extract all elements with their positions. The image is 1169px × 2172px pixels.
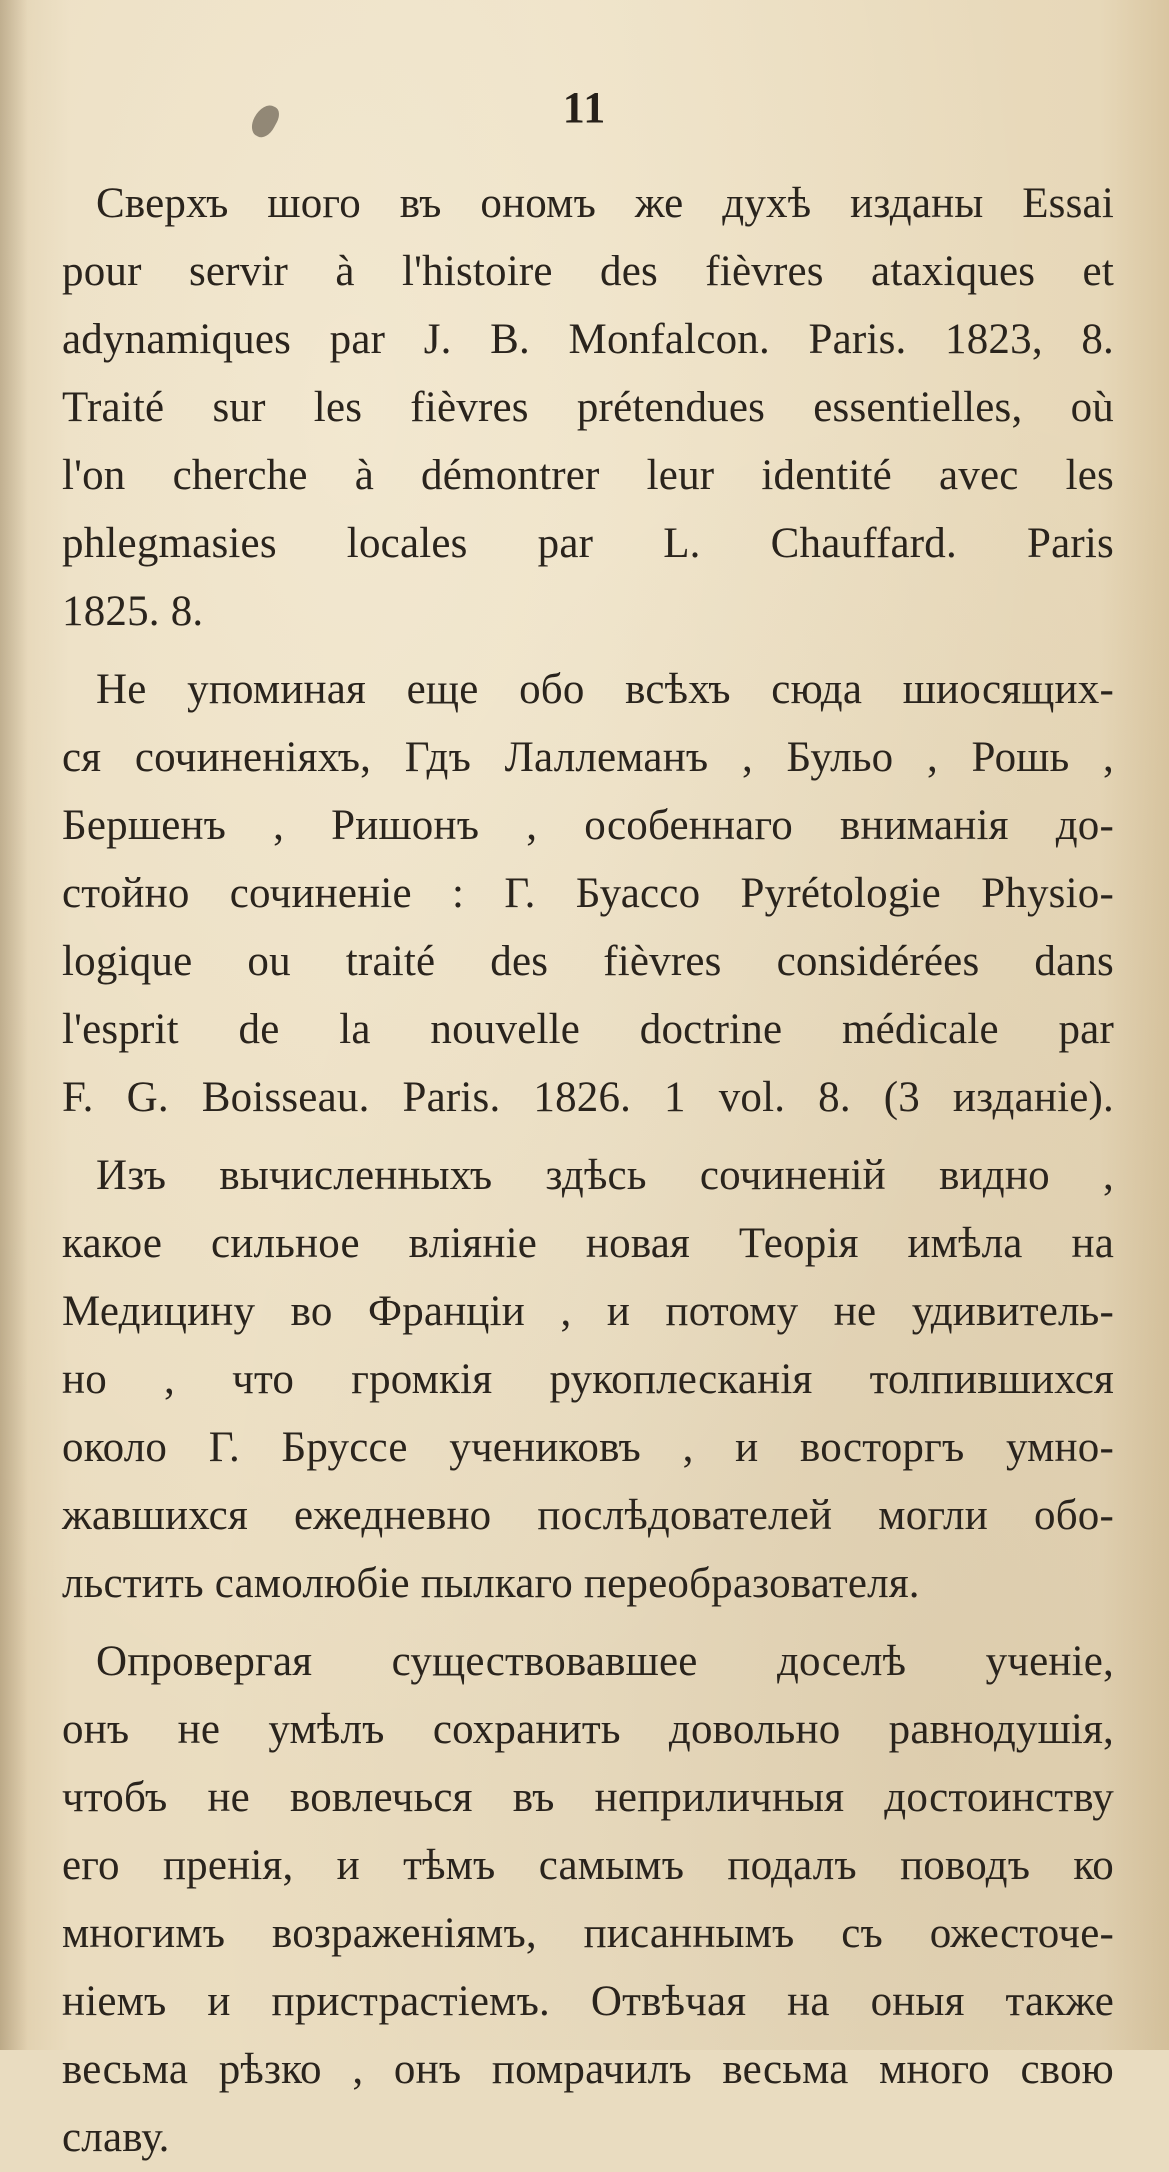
- text-line: phlegmasies locales par L. Chauffard. Paris: [62, 520, 1114, 567]
- text-line: весьма рѣзко , онъ помрачилъ весьма много свою: [62, 2046, 1114, 2093]
- text-line: adynamiques par J. B. Monfalcon. Paris. 1823, 8.: [62, 316, 1114, 363]
- text-line: Traité sur les fièvres prétendues essentielles, où: [62, 384, 1114, 431]
- paragraph-3: [62, 1142, 1114, 1618]
- text-line: нieмъ и пристрастieмъ. Отвѣчая на оныя также: [62, 1978, 1114, 2025]
- text-line: какое сильное влiянie новая Теорiя имѣла на: [62, 1220, 1114, 1267]
- text-line: льстить самолюбie пылкаго переобразователя.: [62, 1560, 920, 1607]
- paragraph-2: [62, 656, 1114, 1132]
- text-line: жавшихся ежедневно послѣдователей могли обо-: [62, 1492, 1114, 1539]
- text-line: многимъ возраженiямъ, писаннымъ съ ожесточе-: [62, 1910, 1114, 1957]
- text-line: 1825. 8.: [62, 588, 204, 635]
- text-line: стойно сочиненie : Г. Буассо Pyrétologie Physio-: [62, 870, 1114, 917]
- text-line: ся сочиненiяхъ, Гдъ Лаллеманъ , Бульо , Рошь ,: [62, 734, 1114, 781]
- text-line: Медицину во Францiи , и потому не удивитель-: [62, 1288, 1114, 1335]
- text-line: F. G. Boisseau. Paris. 1826. 1 vol. 8. (3 изданie).: [62, 1074, 1114, 1121]
- text-line: онъ не умѣлъ сохранить довольно равнодушiя,: [62, 1706, 1114, 1753]
- text-line: Опровергая существовавшее доселѣ ученie,: [96, 1638, 1114, 1685]
- text-line: его пренiя, и тѣмъ самымъ подалъ поводъ ко: [62, 1842, 1114, 1889]
- text-line: чтобъ не вовлечься въ неприличныя достоинству: [62, 1774, 1114, 1821]
- text-line: Не упоминая еще обо всѣхъ сюда шиосящих-: [96, 666, 1114, 713]
- paragraph-1: [62, 170, 1114, 646]
- text-line: logique ou traité des fièvres considérées dans: [62, 938, 1114, 985]
- page-number: 11: [562, 83, 607, 132]
- text-line: l'on cherche à démontrer leur identité avec les: [62, 452, 1114, 499]
- text-line: Изъ вычисленныхъ здѣсь сочиненiй видно ,: [96, 1152, 1114, 1199]
- text-line: Сверхъ шого въ ономъ же духѣ изданы Essai: [96, 180, 1114, 227]
- paragraph-4: [62, 1628, 1114, 2172]
- body-text: [62, 170, 1114, 2172]
- text-line: Бершенъ , Ришонъ , особеннаго вниманiя до-: [62, 802, 1114, 849]
- text-line: около Г. Бруссе учениковъ , и восторгъ умно-: [62, 1424, 1114, 1471]
- text-line: l'esprit de la nouvelle doctrine médicale par: [62, 1006, 1114, 1053]
- text-line: славу.: [62, 2114, 170, 2161]
- text-line: но , что громкiя рукоплесканiя толпившихся: [62, 1356, 1114, 1403]
- page-edge-shadow: [0, 0, 28, 2050]
- text-line: pour servir à l'histoire des fièvres ataxiques et: [62, 248, 1114, 295]
